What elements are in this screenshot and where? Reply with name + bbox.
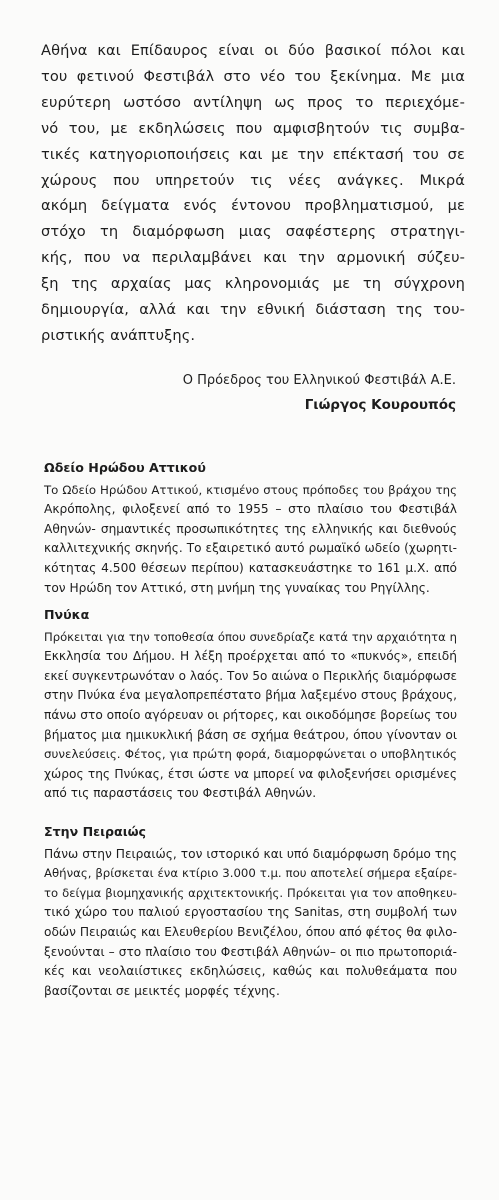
section-line: χώρος της Πνύκας, έτσι ώστε να μπορεί να φιλοξενήσει ορισμένες: [44, 766, 457, 781]
intro-line: ευρύτερη ωστόσο αντίληψη ως προς το περιεχόμε-: [41, 93, 465, 111]
section-line: Αθηνών- σημαντικές προσωπικότητες της ελληνικής και διεθνούς: [44, 521, 457, 536]
intro-paragraph: [41, 38, 465, 349]
section-line: πάνω στο οποίο αγόρευαν οι ρήτορες, και οικοδόμησε βορείως του: [44, 707, 457, 722]
section-line: Αθήνας, βρίσκεται ένα κτίριο 3.000 τ.μ. που αποτελεί σήμερα εξαίρε-: [44, 866, 457, 881]
section-line: τικό χώρο του παλιού εργοστασίου της Sanitas, στη συμβολή των: [44, 905, 457, 920]
section-line: συνελεύσεις. Φέτος, για πρώτη φορά, διαμορφώνεται ο υποβλητικός: [44, 747, 457, 762]
section-line: Εκκλησία του Δήμου. Η λέξη προέρχεται από το «πυκνός», επειδή: [44, 649, 457, 664]
section-heading: Ωδείο Ηρώδου Αττικού: [44, 460, 206, 475]
section-line: Πάνω στην Πειραιώς, τον ιστορικό και υπό διαμόρφωση δρόμο της: [44, 846, 457, 861]
section-heading: Στην Πειραιώς: [44, 824, 147, 839]
intro-line: ξη της αρχαίας μας κληρονομιάς με τη σύγχρονη: [41, 275, 465, 293]
section-heading: Πνύκα: [44, 607, 90, 622]
section-line: στην Πνύκα ένα μεγαλοπρεπέστατο βήμα λαξεμένο στους βράχους,: [44, 688, 457, 703]
section-line: τον Ηρώδη τον Αττικό, στη μνήμη της γυναίκας του Ρηγίλλης.: [44, 580, 430, 595]
signature-name: Γιώργος Κουρουπός: [304, 397, 456, 413]
section-line: κότητας 4.500 θέσεων περίπου) κατασκευάστηκε το 161 μ.Χ. από: [44, 560, 457, 575]
signature-role: Ο Πρόεδρος του Ελληνικού Φεστιβάλ Α.Ε.: [182, 373, 456, 388]
intro-line: νό του, με εκδηλώσεις που αμφισβητούν τις συμβα-: [41, 119, 465, 137]
section-peiraios: [44, 822, 457, 1001]
section-line: Πρόκειται για την τοποθεσία όπου συνεδρίαζε κατά την αρχαιότητα η: [44, 629, 457, 644]
intro-line: Αθήνα και Επίδαυρος είναι οι δύο βασικοί πόλοι και: [41, 42, 465, 59]
intro-line: στόχο τη διαμόρφωση μιας σαφέστερης στρατηγι-: [41, 223, 465, 241]
section-odeion-herodes-atticus: [44, 458, 457, 598]
intro-line: χώρους που υπηρετούν τις νέες ανάγκες. Μικρά: [41, 171, 465, 189]
intro-line: ακόμη δείγματα ενός έντονου προβληματισμού, με: [41, 197, 465, 215]
section-line: το δείγμα βιομηχανικής αρχιτεκτονικής. Πρόκειται για τον αποθηκευ-: [44, 885, 457, 900]
intro-line: τικές κατηγοριοποιήσεις και με την επέκτασή του σε: [41, 145, 465, 163]
section-line: κές και νεολαιίστικες εκδηλώσεις, καθώς και πολυθεάματα που: [44, 964, 457, 979]
intro-line: ριστικής ανάπτυξης.: [41, 326, 196, 344]
intro-line: κής, που να περιλαμβάνει και την αρμονική σύζευ-: [41, 249, 465, 267]
section-line: από τις παραστάσεις του Φεστιβάλ Αθηνών.: [44, 786, 317, 801]
section-line: οδών Πειραιώς και Ελευθερίου Βενιζέλου, όπου από φέτος θα φιλο-: [44, 924, 457, 939]
section-line: εκεί συγκεντρωνόταν ο λαός. Τον 5ο αιώνα ο Περικλής διαμόρφωσε: [44, 668, 457, 683]
section-line: καλλιτεχνικής σκηνής. Το εξαιρετικό αυτό ρωμαϊκό ωδείο (χωρητι-: [44, 541, 457, 556]
section-line: Ακρόπολης, φιλοξενεί από το 1955 – στο πλαίσιο του Φεστιβάλ: [44, 502, 457, 517]
intro-line: δημιουργία, αλλά και την εθνική διάσταση της του-: [41, 301, 465, 319]
section-line: βασίζονται σε μεικτές μορφές τέχνης.: [44, 983, 280, 998]
section-line: ξενούνται – στο πλαίσιο του Φεστιβάλ Αθηνών– οι πιο πρωτοποριά-: [44, 944, 457, 959]
section-line: βήματος μια ημικυκλική βάση σε σχήμα θεάτρου, όπου γίνονταν οι: [44, 727, 457, 742]
section-line: Το Ωδείο Ηρώδου Αττικού, κτισμένο στους πρόποδες του βράχου της: [44, 482, 457, 497]
intro-line: του φετινού Φεστιβάλ στο νέο του ξεκίνημα. Με μια: [41, 67, 465, 85]
section-pnyx: [44, 605, 457, 804]
